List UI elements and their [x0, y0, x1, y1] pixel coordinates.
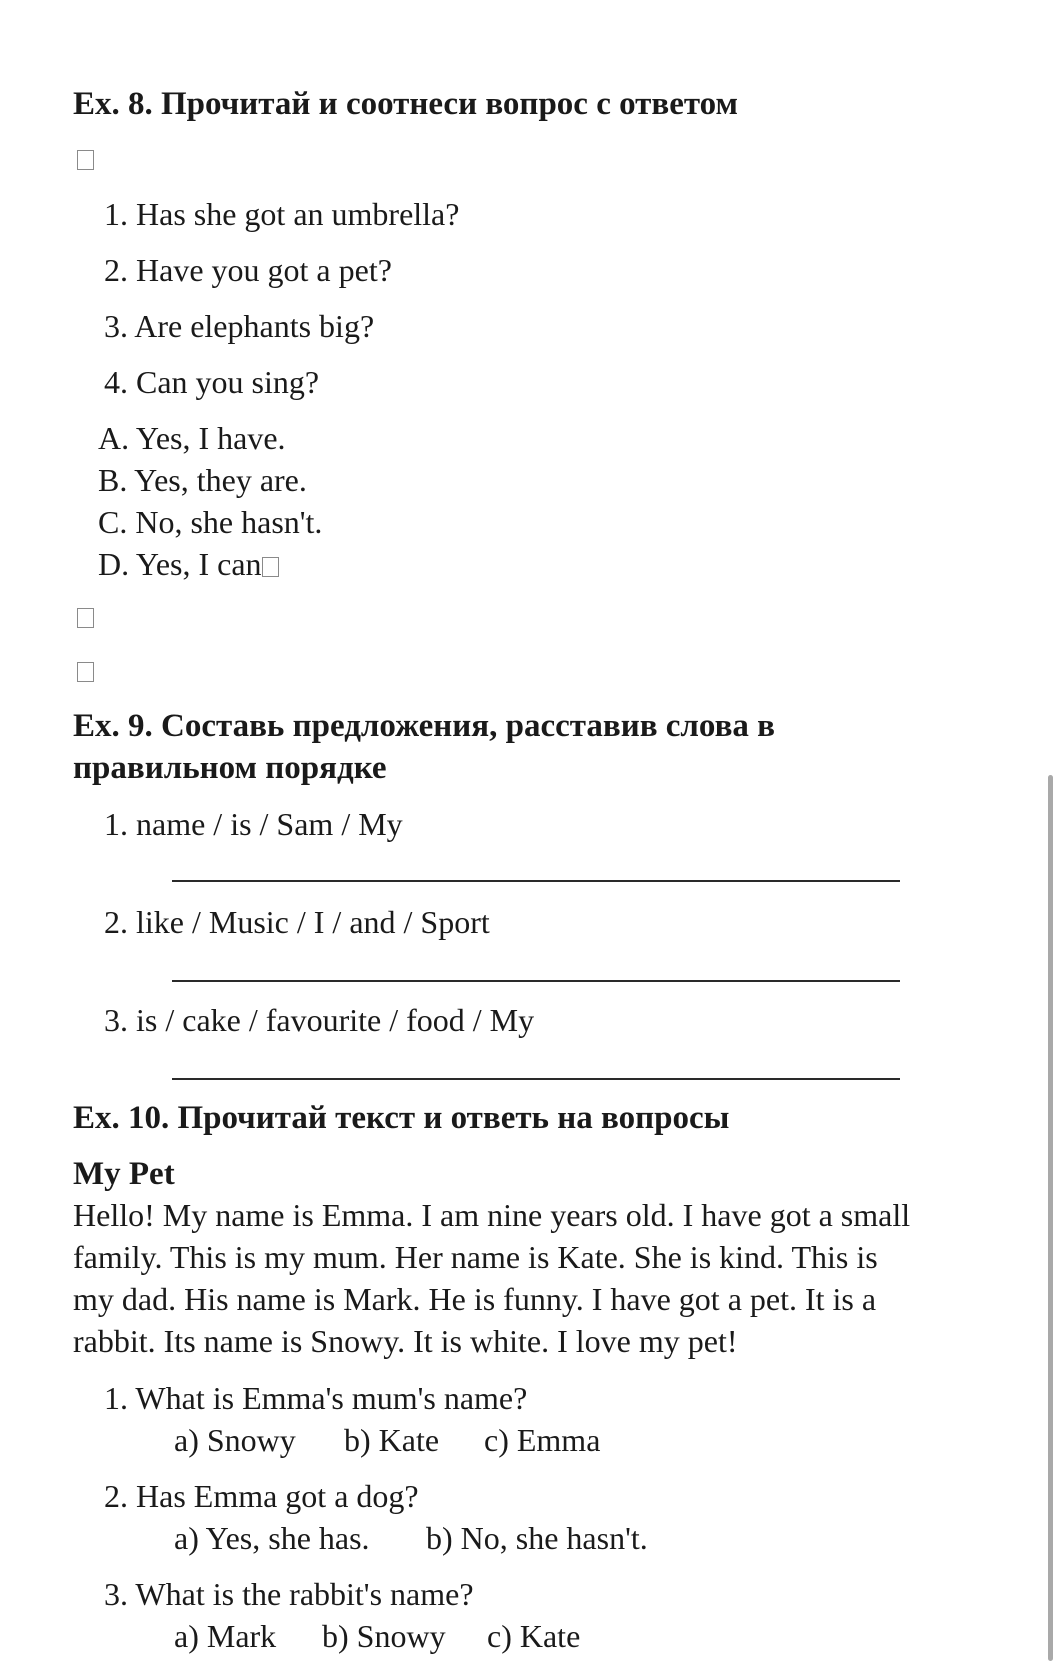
- ex9-item-1: 1. name / is / Sam / My: [104, 806, 403, 842]
- ex9-item-2: 2. like / Music / I / and / Sport: [104, 904, 490, 940]
- paragraph-line: my dad. His name is Mark. He is funny. I have got a pet. It is a: [73, 1281, 877, 1317]
- ex9-title-line-2: правильном порядке: [73, 750, 387, 786]
- ex8-answer-a: A. Yes, I have.: [98, 420, 286, 456]
- option-a: a) Snowy: [174, 1422, 296, 1458]
- ex9-answer-line-2: [172, 980, 900, 982]
- ex9-answer-line-1: [172, 880, 900, 882]
- ex8-question-2: 2. Have you got a pet?: [104, 252, 392, 288]
- option-a: a) Mark: [174, 1618, 277, 1654]
- ex9-item-3: 3. is / cake / favourite / food / My: [104, 1002, 535, 1038]
- missing-glyph-icon: [77, 608, 94, 628]
- ex8-answer-d-text: D. Yes, I can: [98, 546, 262, 582]
- option-b: b) Snowy: [322, 1618, 446, 1654]
- ex8-answer-c: C. No, she hasn't.: [98, 504, 323, 540]
- option-a: a) Yes, she has.: [174, 1520, 370, 1556]
- ex9-answer-line-3: [172, 1078, 900, 1080]
- ex10-paragraph: [73, 1194, 1013, 1362]
- option-b: b) Kate: [344, 1422, 440, 1458]
- ex10-question-3: 3. What is the rabbit's name?: [104, 1576, 474, 1612]
- ex10-title: Ex. 10. Прочитай текст и ответь на вопросы: [73, 1100, 730, 1136]
- ex10-text-title: My Pet: [73, 1156, 175, 1192]
- missing-glyph-icon: [262, 557, 279, 577]
- ex8-answer-d: [98, 544, 279, 584]
- ex9-title-line-1: Ex. 9. Составь предложения, расставив слова в: [73, 708, 776, 744]
- ex8-title: Ex. 8. Прочитай и соотнеси вопрос с ответом: [73, 86, 738, 122]
- ex10-options-3: [174, 1616, 580, 1656]
- ex10-options-1: [174, 1420, 600, 1460]
- ex10-question-2: 2. Has Emma got a dog?: [104, 1478, 419, 1514]
- option-c: c) Kate: [487, 1618, 581, 1654]
- ex8-question-4: 4. Can you sing?: [104, 364, 320, 400]
- paragraph-line: rabbit. Its name is Snowy. It is white. I love my pet!: [73, 1323, 738, 1359]
- option-b: b) No, she hasn't.: [426, 1520, 648, 1556]
- ex8-question-1: 1. Has she got an umbrella?: [104, 196, 460, 232]
- option-c: c) Emma: [484, 1422, 601, 1458]
- ex10-question-1: 1. What is Emma's mum's name?: [104, 1380, 528, 1416]
- ex8-question-3: 3. Are elephants big?: [104, 308, 375, 344]
- ex8-answer-b: B. Yes, they are.: [98, 462, 307, 498]
- missing-glyph-icon: [77, 662, 94, 682]
- vertical-scrollbar[interactable]: [1048, 775, 1053, 1661]
- paragraph-line: Hello! My name is Emma. I am nine years old. I have got a small: [73, 1197, 911, 1233]
- paragraph-line: family. This is my mum. Her name is Kate. She is kind. This is: [73, 1239, 878, 1275]
- missing-glyph-icon: [77, 150, 94, 170]
- ex10-options-2: [174, 1518, 648, 1558]
